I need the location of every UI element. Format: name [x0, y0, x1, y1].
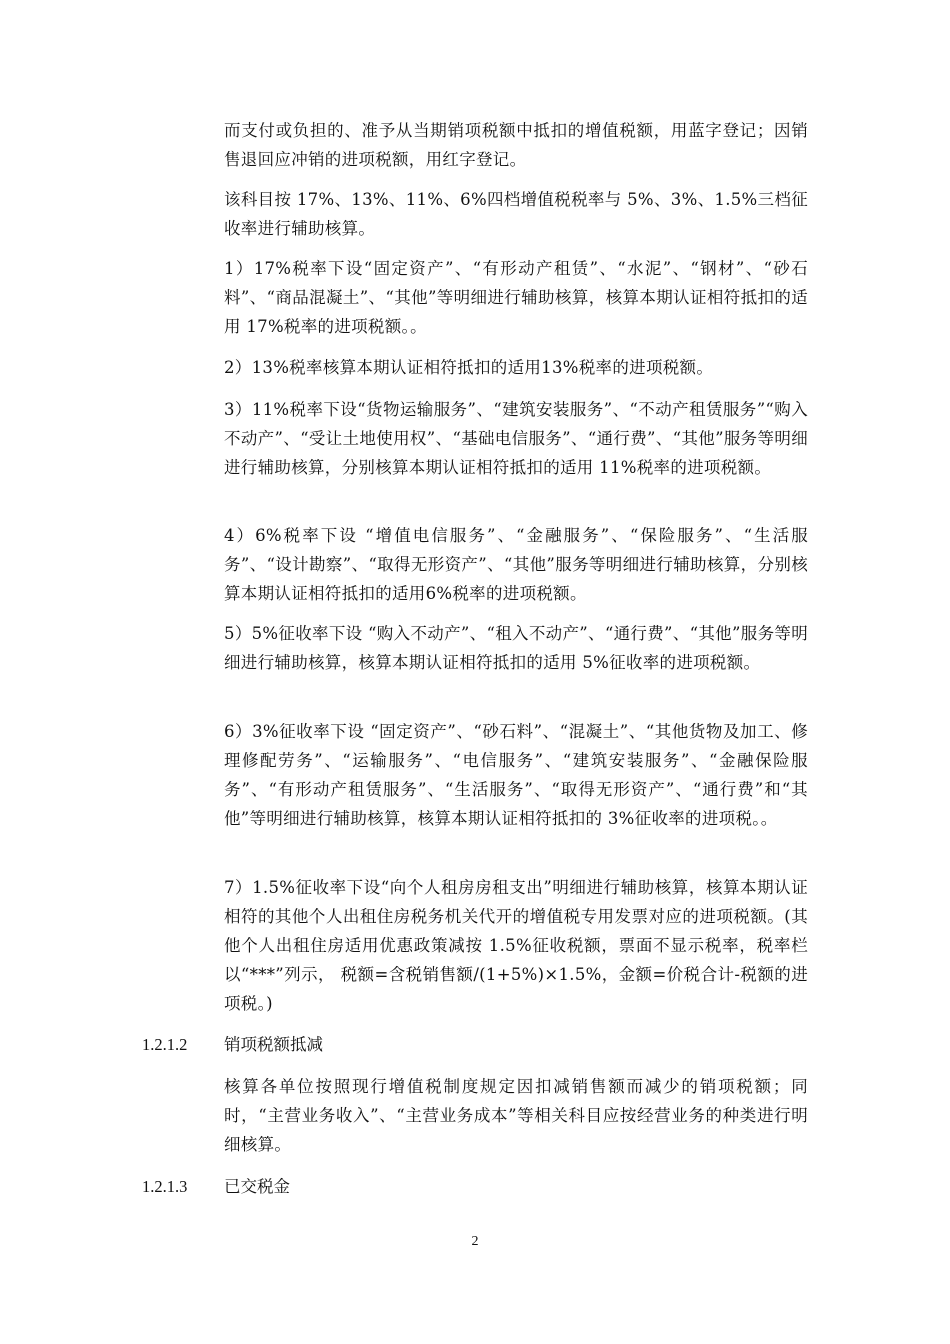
paragraph-output-tax-deduction: 核算各单位按照现行增值税制度规定因扣减销售额而减少的销项税额；同时，“主营业务收入”、“主营业务成本”等相关科目应按经营业务的种类进行明细核算。: [224, 1077, 808, 1154]
paragraph-1-5-percent-levy-rate: 7）1.5%征收率下设“向个人租房房租支出”明细进行辅助核算，核算本期认证相符的其他个人出租住房税务机关代开的增值税专用发票对应的进项税额。(其他个人出租住房适用优惠政策减按 1.5%征收税额，票面不显示税率，税率栏以“***”列示， 税额=含税销售额/(1+5%)×1.5%，金额=价税合计-税额的进项税。): [224, 878, 808, 1013]
paragraph-3-percent-levy-rate: 6）3%征收率下设 “固定资产”、“砂石料”、“混凝土”、“其他货物及加工、修理修配劳务”、“运输服务”、“电信服务”、“建筑安装服务”、“金融保险服务”、“有形动产租赁服务”、“生活服务”、“取得无形资产”、“通行费”和“其他”等明细进行辅助核算，核算本期认证相符抵扣的 3%征收率的进项税。。: [224, 722, 808, 828]
paragraph-17-percent-rate: 1）17%税率下设“固定资产”、“有形动产租赁”、“水泥”、“钢材”、“砂石料”、“商品混凝土”、“其他”等明细进行辅助核算，核算本期认证相符抵扣的适用 17%税率的进项税额。。: [224, 259, 808, 336]
paragraph-5-percent-levy-rate: 5）5%征收率下设 “购入不动产”、“租入不动产”、“通行费”、“其他”服务等明细进行辅助核算，核算本期认证相符抵扣的适用 5%征收率的进项税额。: [224, 624, 808, 672]
section-number: 1.2.1.3: [142, 1177, 188, 1196]
section-title: 销项税额抵减: [224, 1035, 323, 1054]
section-title: 已交税金: [224, 1177, 290, 1196]
page-number: 2: [471, 1234, 479, 1249]
paragraph-input-tax-registration: 而支付或负担的、准予从当期销项税额中抵扣的增值税额，用蓝字登记；因销售退回应冲销的进项税额，用红字登记。: [224, 121, 808, 169]
paragraph-13-percent-rate: 2）13%税率核算本期认证相符抵扣的适用13%税率的进项税额。: [224, 358, 714, 377]
paragraph-rates-overview: 该科目按 17%、13%、11%、6%四档增值税税率与 5%、3%、1.5%三档征收率进行辅助核算。: [224, 190, 808, 238]
section-number: 1.2.1.2: [142, 1035, 188, 1054]
section-heading-1-2-1-2: [142, 1030, 323, 1059]
section-heading-1-2-1-3: [142, 1172, 290, 1201]
paragraph-11-percent-rate: 3）11%税率下设“货物运输服务”、“建筑安装服务”、“不动产租赁服务”“购入不动产”、“受让土地使用权”、“基础电信服务”、“通行费”、“其他”服务等明细进行辅助核算，分别核算本期认证相符抵扣的适用 11%税率的进项税额。: [224, 400, 808, 477]
paragraph-6-percent-rate: 4）6%税率下设 “增值电信服务”、“金融服务”、“保险服务”、“生活服务”、“设计勘察”、“取得无形资产”、“其他”服务等明细进行辅助核算，分别核算本期认证相符抵扣的适用6%税率的进项税额。: [224, 526, 808, 603]
